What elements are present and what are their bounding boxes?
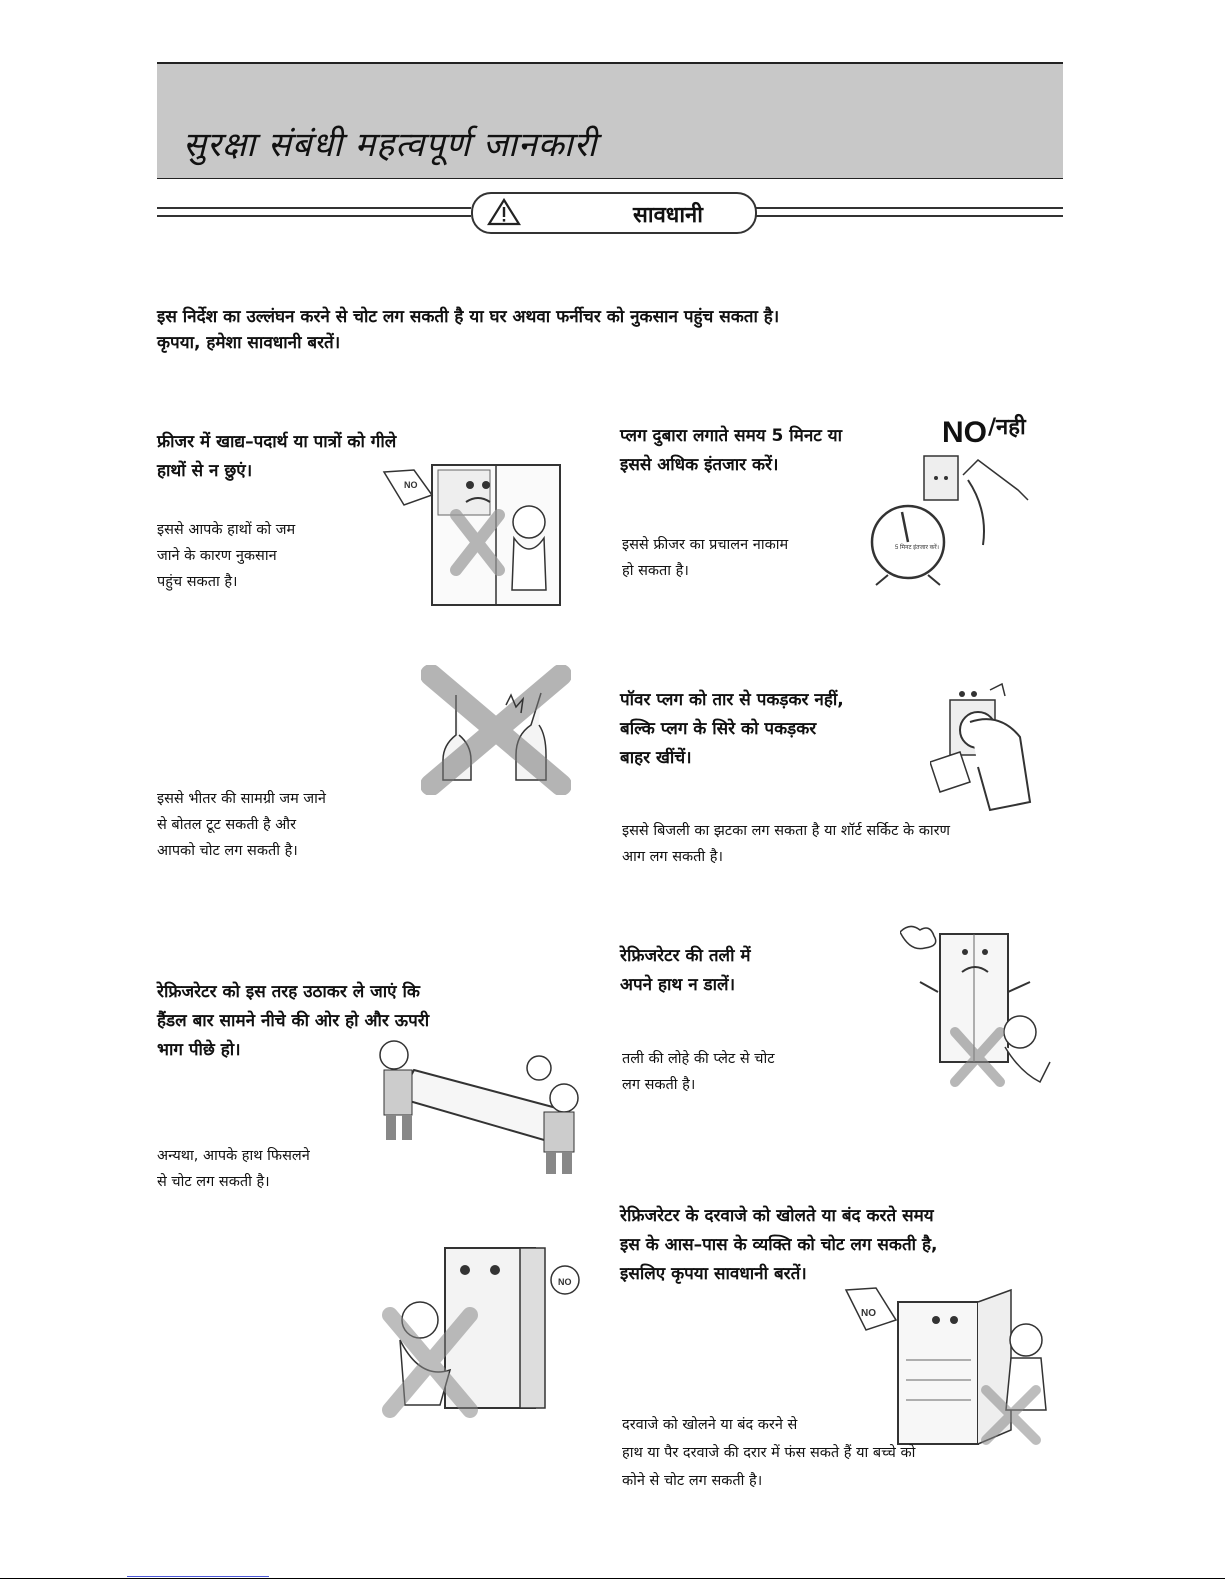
no-text: NO (861, 1308, 876, 1319)
replug-heading-line-2: इससे अधिक इंतजार करें। (620, 455, 779, 475)
power-plug-body (622, 818, 1062, 870)
door-open-heading-line-2: इस के आस–पास के व्यक्ति को चोट लग सकती है, (620, 1235, 938, 1255)
footer-rule (0, 1578, 1225, 1579)
carry-fridge-illustration (364, 1030, 589, 1182)
bottom-hands-heading-line-1: रेफ्रिजरेटर की तली में (620, 946, 751, 966)
clock-plug-illustration (868, 450, 1033, 592)
footer-link-underline[interactable] (127, 1576, 269, 1577)
wet-hands-body-line-1: इससे आपके हाथों को जम (157, 522, 296, 538)
child-fridge-illustration (380, 1240, 586, 1422)
bottles-illustration (421, 665, 571, 795)
wet-hands-body (157, 517, 377, 595)
wet-hands-heading-line-1: फ्रीजर में खाद्य–पदार्थ या पात्रों को गीले (157, 432, 397, 452)
door-open-heading-line-3: इसलिए कृपया सावधानी बरतें। (620, 1264, 807, 1284)
bottles-body-line-3: आपको चोट लग सकती है। (157, 843, 298, 859)
warning-icon (487, 198, 521, 226)
carry-fridge-heading-line-1: रेफ्रिजरेटर को इस तरह उठाकर ले जाएं कि (157, 982, 420, 1002)
no-text: NO (404, 480, 418, 490)
no-en-label: NO (942, 416, 987, 449)
wet-hands-heading-line-2: हाथों से न छुएं। (157, 461, 253, 481)
bottom-hands-heading-line-2: अपने हाथ न डालें। (620, 975, 736, 995)
no-hi-label: /नही (988, 415, 1026, 440)
power-plug-heading-line-1: पॉवर प्लग को तार से पकड़कर नहीं, (620, 690, 844, 710)
intro-text (157, 304, 1067, 356)
power-plug-illustration (930, 682, 1050, 814)
carry-fridge-body (157, 1143, 377, 1195)
bottles-body (157, 786, 397, 864)
bottom-hands-body-line-1: तली की लोहे की प्लेट से चोट (622, 1051, 775, 1067)
carry-fridge-heading-line-2: हैंडल बार सामने नीचे की ओर हो और ऊपरी (157, 1011, 430, 1031)
door-open-heading (620, 1202, 1070, 1289)
bottom-hands-heading (620, 942, 870, 1000)
power-plug-heading-line-3: बाहर खींचें। (620, 748, 692, 768)
replug-heading-line-1: प्लग दुबारा लगाते समय 5 मिनट या (620, 426, 843, 446)
title-band (157, 62, 1063, 179)
clock-label: 5 मिनट इंतजार करें। (895, 545, 939, 551)
door-open-body (622, 1411, 1062, 1495)
no-hi-text: नही (996, 415, 1026, 440)
caution-rule-left (157, 207, 471, 217)
door-open-body-line-2: हाथ या पैर दरवाजे की दरार में फंस सकते हैं या बच्चे को (622, 1445, 916, 1461)
replug-body-line-2: हो सकता है। (622, 563, 689, 579)
door-open-body-line-3: कोने से चोट लग सकती है। (622, 1473, 763, 1489)
no-text: NO (558, 1277, 572, 1287)
bottom-hands-body (622, 1046, 862, 1098)
page-title: सुरक्षा संबंधी महत्वपूर्ण जानकारी (183, 125, 598, 165)
carry-fridge-body-line-1: अन्यथा, आपके हाथ फिसलने (157, 1148, 310, 1164)
replug-body (622, 532, 852, 584)
power-plug-heading-line-2: बल्कि प्लग के सिरे को पकड़कर (620, 719, 817, 739)
power-plug-heading (620, 686, 940, 773)
carry-fridge-heading-line-3: भाग पीछे हो। (157, 1040, 241, 1060)
door-open-heading-line-1: रेफ्रिजरेटर के दरवाजे को खोलते या बंद करते समय (620, 1206, 934, 1226)
replug-body-line-1: इससे फ्रीजर का प्रचालन नाकाम (622, 537, 789, 553)
caution-rule-right (753, 207, 1063, 217)
fridge-wet-hands-illustration (374, 450, 574, 612)
power-plug-body-line-1: इससे बिजली का झटका लग सकता है या शॉर्ट सर्किट के कारण (622, 823, 951, 839)
power-plug-body-line-2: आग लग सकती है। (622, 849, 723, 865)
intro-line-1: इस निर्देश का उल्लंघन करने से चोट लग सकती है या घर अथवा फर्नीचर को नुकसान पहुंच सकता है। (157, 307, 780, 327)
wet-hands-body-line-2: जाने के कारण नुकसान (157, 548, 277, 564)
carry-fridge-body-line-2: से चोट लग सकती है। (157, 1174, 270, 1190)
intro-line-2: कृपया, हमेशा सावधानी बरतें। (157, 333, 341, 353)
bottles-body-line-2: से बोतल टूट सकती है और (157, 817, 297, 833)
caution-banner (471, 192, 757, 234)
caution-label: सावधानी (633, 203, 703, 228)
bottom-hands-illustration (900, 922, 1066, 1094)
wet-hands-body-line-3: पहुंच सकता है। (157, 574, 238, 590)
bottles-body-line-1: इससे भीतर की सामग्री जम जाने (157, 791, 326, 807)
bottom-hands-body-line-2: लग सकती है। (622, 1077, 696, 1093)
door-open-body-line-1: दरवाजे को खोलने या बंद करने से (622, 1417, 798, 1433)
